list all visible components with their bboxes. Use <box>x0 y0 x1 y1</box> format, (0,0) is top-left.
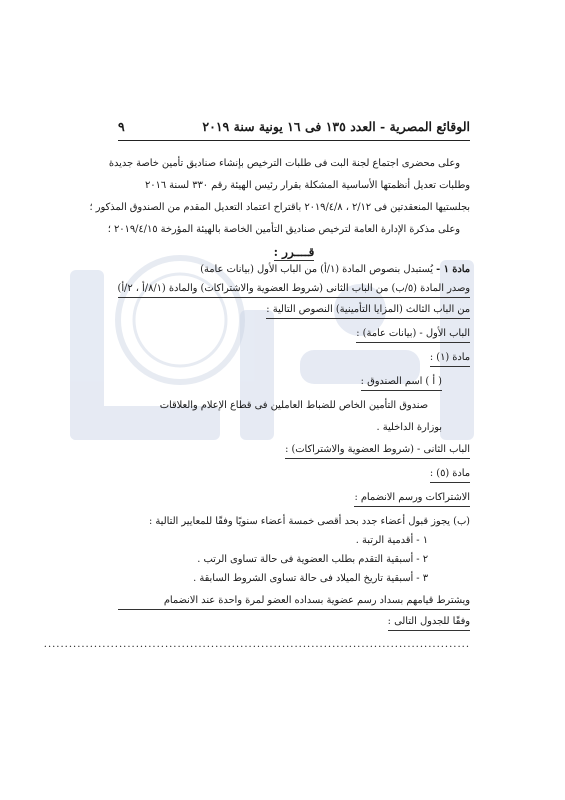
article-1-text: يُستبدل بنصوص المادة (١/أ) من الباب الأول (بيانات عامة) <box>200 264 433 275</box>
condition-line-1: ويشترط قيامهم بسداد رسم عضوية بسداده العضو لمرة واحدة عند الانضمام <box>118 594 470 610</box>
criterion-2: ٢ - أسبقية التقدم بطلب العضوية فى حالة تساوى الرتب . <box>197 554 428 565</box>
chapter-1-heading: الباب الأول - (بيانات عامة) : <box>118 327 470 343</box>
preamble-line-3: بجلستيها المنعقدتين فى ٢/١٢ ، ٢٠١٩/٤/٨ باقتراح اعتماد التعديل المقدم من الصندوق المذكور ؛ <box>89 202 470 213</box>
condition-line-2: وفقًا للجدول التالى : <box>118 615 470 631</box>
fund-name-line-2: بوزارة الداخلية . <box>376 422 442 433</box>
page-number: ٩ <box>118 119 125 134</box>
article-1-ref: مادة (١) : <box>118 351 470 367</box>
fund-name-heading: ( أ ) اسم الصندوق : <box>118 375 470 391</box>
clause-b: (ب) يجوز قبول أعضاء جدد بحد أقصى خمسة أعضاء سنويًا وفقًا للمعايير التالية : <box>149 516 470 527</box>
article-1-label: مادة ١ - <box>436 264 470 275</box>
continuation-dots: ...................................................................................................... <box>43 639 470 650</box>
header-divider <box>118 140 470 141</box>
page-header <box>118 118 470 136</box>
article-1 <box>118 263 470 277</box>
subscriptions-heading: الاشتراكات ورسم الانضمام : <box>118 491 470 507</box>
header-title: الوقائع المصرية - العدد ١٣٥ فى ١٦ يونية سنة ٢٠١٩ <box>202 119 470 134</box>
article-5-ref: مادة (٥) : <box>118 467 470 483</box>
criterion-1: ١ - أقدمية الرتبة . <box>355 535 428 546</box>
criterion-3: ٣ - أسبقية تاريخ الميلاد فى حالة تساوى الشروط السابقة . <box>193 573 428 584</box>
decree-heading: قــــرر : <box>273 245 315 259</box>
preamble-line-2: وطلبات تعديل أنظمتها الأساسية المشكلة بقرار رئيس الهيئة رقم ٣٣٠ لسنة ٢٠١٦ <box>144 180 470 191</box>
preamble-line-1: وعلى محضرى اجتماع لجنة البت فى طلبات الترخيص بإنشاء صناديق تأمين خاصة جديدة <box>108 158 460 169</box>
article-1-line-3: من الباب الثالث (المزايا التأمينية) النصوص التالية : <box>118 303 470 319</box>
preamble-line-4: وعلى مذكرة الإدارة العامة لترخيص صناديق التأمين الخاصة بالهيئة المؤرخة ٢٠١٩/٤/١٥ ؛ <box>107 224 460 235</box>
article-1-line-2: وصدر المادة (٥/ب) من الباب الثانى (شروط العضوية والاشتراكات) والمادة (٨/١/أ ، ٢/أ) <box>118 282 470 298</box>
chapter-2-heading: الباب الثانى - (شروط العضوية والاشتراكات) : <box>118 443 470 459</box>
fund-name-line-1: صندوق التأمين الخاص للضباط العاملين فى قطاع الإعلام والعلاقات <box>159 400 428 411</box>
document-body <box>43 118 470 650</box>
